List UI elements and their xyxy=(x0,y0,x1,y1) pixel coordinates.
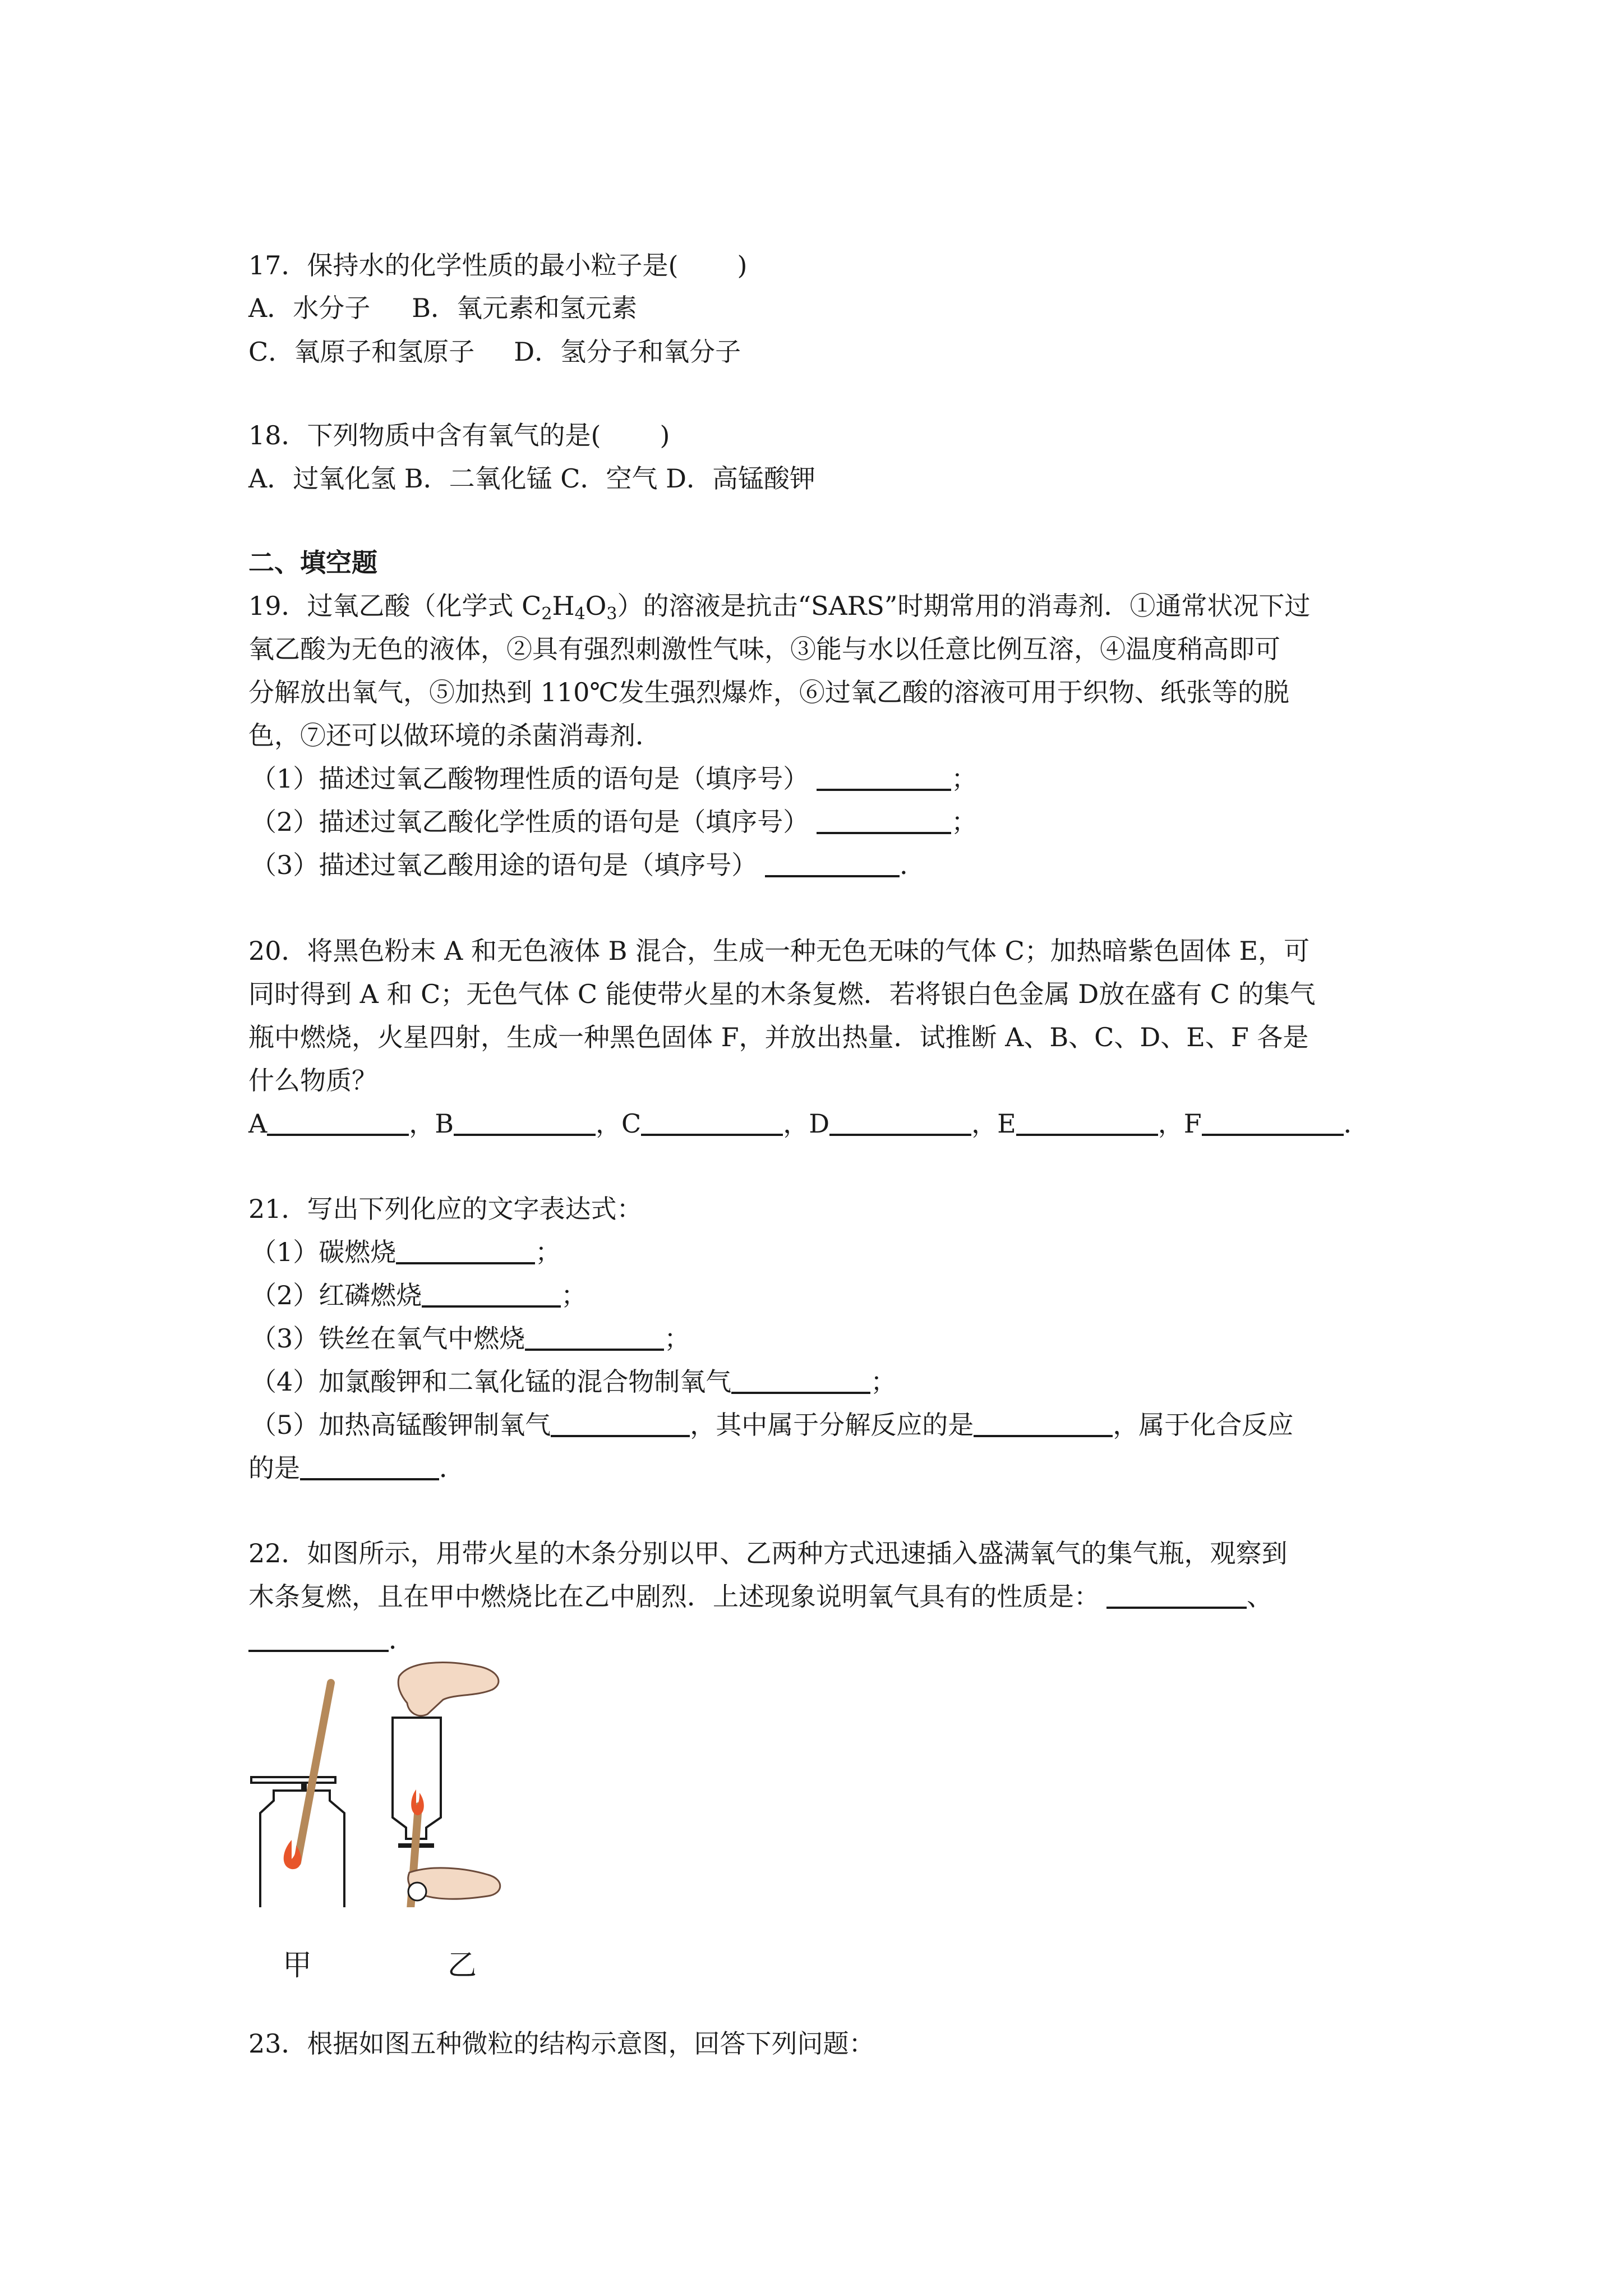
jar-jia-lid xyxy=(251,1777,335,1783)
figure-caption-yi: 乙 xyxy=(448,1949,477,1982)
q19-line2: 氧乙酸为无色的液体，②具有强烈刺激性气味，③能与水以任意比例互溶，④温度稍高即可 xyxy=(248,634,1280,664)
q21-item-4: （4）加氯酸钾和二氧化锰的混合物制氧气 ； xyxy=(251,1366,897,1397)
answer-blank-e[interactable] xyxy=(1016,1111,1158,1136)
q18-stem: 18．下列物质中含有氧气的是( ) xyxy=(248,420,670,450)
q17-options-cd xyxy=(248,339,741,365)
figure-caption-jia: 甲 xyxy=(283,1949,312,1982)
q20-answer-line: A ，B ，C ，D ，E ，F ． xyxy=(248,1108,1370,1139)
answer-blank-c[interactable] xyxy=(641,1111,783,1136)
answer-blank[interactable] xyxy=(551,1412,690,1437)
answer-blank-b[interactable] xyxy=(454,1111,596,1136)
answer-blank-d[interactable] xyxy=(829,1111,971,1136)
hand-top-icon xyxy=(398,1663,499,1716)
q19-sub-question-2: （2）描述过氧乙酸化学性质的语句是（填序号） ； xyxy=(251,807,978,837)
q21-item-1: （1）碳燃烧 ； xyxy=(251,1237,561,1267)
splint-end-icon xyxy=(408,1883,426,1901)
q19-line4: 色，⑦还可以做环境的杀菌消毒剂． xyxy=(248,720,661,751)
answer-blank[interactable] xyxy=(422,1283,561,1308)
q20-line4: 什么物质？ xyxy=(248,1065,377,1096)
answer-blank-a[interactable] xyxy=(267,1111,409,1136)
q17-option-a: A．水分子 xyxy=(248,293,371,323)
q19-line1: 19．过氧乙酸（化学式 $C_2H_4O_3$）的溶液是抗击“SARS”时期常用的消毒剂．①通常状况下过 xyxy=(248,591,1311,624)
q19-line3: 分解放出氧气，⑤加热到 110℃发生强烈爆炸，⑥过氧乙酸的溶液可用于织物、纸张等的脱 xyxy=(248,677,1289,707)
answer-blank[interactable] xyxy=(248,1627,389,1652)
q17-option-b: B．氧元素和氢元素 xyxy=(412,293,638,323)
answer-blank[interactable] xyxy=(817,809,951,834)
q21-item-5: （5）加热高锰酸钾制氧气 ，其中属于分解反应的是 ，属于化合反应 xyxy=(251,1410,1294,1440)
answer-blank[interactable] xyxy=(974,1412,1113,1437)
answer-blank[interactable] xyxy=(300,1456,439,1480)
answer-label-f: ，F xyxy=(1158,1108,1202,1139)
q17-options-ab xyxy=(248,295,637,321)
q21-item-3: （3）铁丝在氧气中燃烧 ； xyxy=(251,1323,690,1354)
oxygen-jar-experiment-figure xyxy=(241,1660,589,1907)
jar-yi xyxy=(393,1663,500,1907)
answer-blank[interactable] xyxy=(817,766,951,791)
q17-stem: 17．保持水的化学性质的最小粒子是( ) xyxy=(248,250,748,280)
q17-option-d: D．氢分子和氧分子 xyxy=(514,337,741,367)
q20-line3: 瓶中燃烧，火星四射，生成一种黑色固体 F，并放出热量．试推断 A、B、C、D、E、F 各是 xyxy=(248,1022,1309,1052)
q18-options: A．过氧化氢 B．二氧化锰 C．空气 D．高锰酸钾 xyxy=(248,463,815,494)
q19-sub-question-3: （3）描述过氧乙酸用途的语句是（填序号） ． xyxy=(251,850,926,880)
answer-blank[interactable] xyxy=(1106,1584,1247,1609)
answer-label-a: A xyxy=(248,1108,268,1139)
q22-line2: 木条复燃，且在甲中燃烧比在乙中剧烈．上述现象说明氧气具有的性质是： 、 xyxy=(248,1581,1272,1612)
q20-line1: 20．将黑色粉末 A 和无色液体 B 混合，生成一种无色无味的气体 C；加热暗紫色固体 E，可 xyxy=(248,936,1310,966)
q21-stem: 21．写出下列化应的文字表达式： xyxy=(248,1194,643,1224)
q19-sub-question-1: （1）描述过氧乙酸物理性质的语句是（填序号） ； xyxy=(251,763,978,794)
q21-item-5-continued: 的是 ． xyxy=(248,1453,465,1483)
answer-blank[interactable] xyxy=(525,1326,664,1351)
answer-label-e: ，E xyxy=(971,1108,1016,1139)
q20-line2: 同时得到 A 和 C；无色气体 C 能使带火星的木条复燃．若将银白色金属 D放在盛有 C 的集气 xyxy=(248,979,1316,1009)
answer-blank-f[interactable] xyxy=(1202,1111,1344,1136)
q21-item-2: （2）红磷燃烧 ； xyxy=(251,1280,587,1310)
q22-line1: 22．如图所示，用带火星的木条分别以甲、乙两种方式迅速插入盛满氧气的集气瓶，观察到 xyxy=(248,1538,1288,1568)
answer-label-d: ，D xyxy=(783,1108,830,1139)
q22-line3: ． xyxy=(248,1627,414,1653)
jar-jia xyxy=(251,1683,344,1907)
answer-label-b: ，B xyxy=(409,1108,454,1139)
answer-blank[interactable] xyxy=(396,1240,535,1264)
answer-label-c: ，C xyxy=(596,1108,642,1139)
answer-blank[interactable] xyxy=(765,853,900,877)
q17-option-c: C．氧原子和氢原子 xyxy=(248,337,475,367)
section-title-fill-in: 二、填空题 xyxy=(248,547,377,578)
answer-blank[interactable] xyxy=(731,1369,870,1394)
q23-stem: 23．根据如图五种微粒的结构示意图，回答下列问题： xyxy=(248,2028,875,2059)
